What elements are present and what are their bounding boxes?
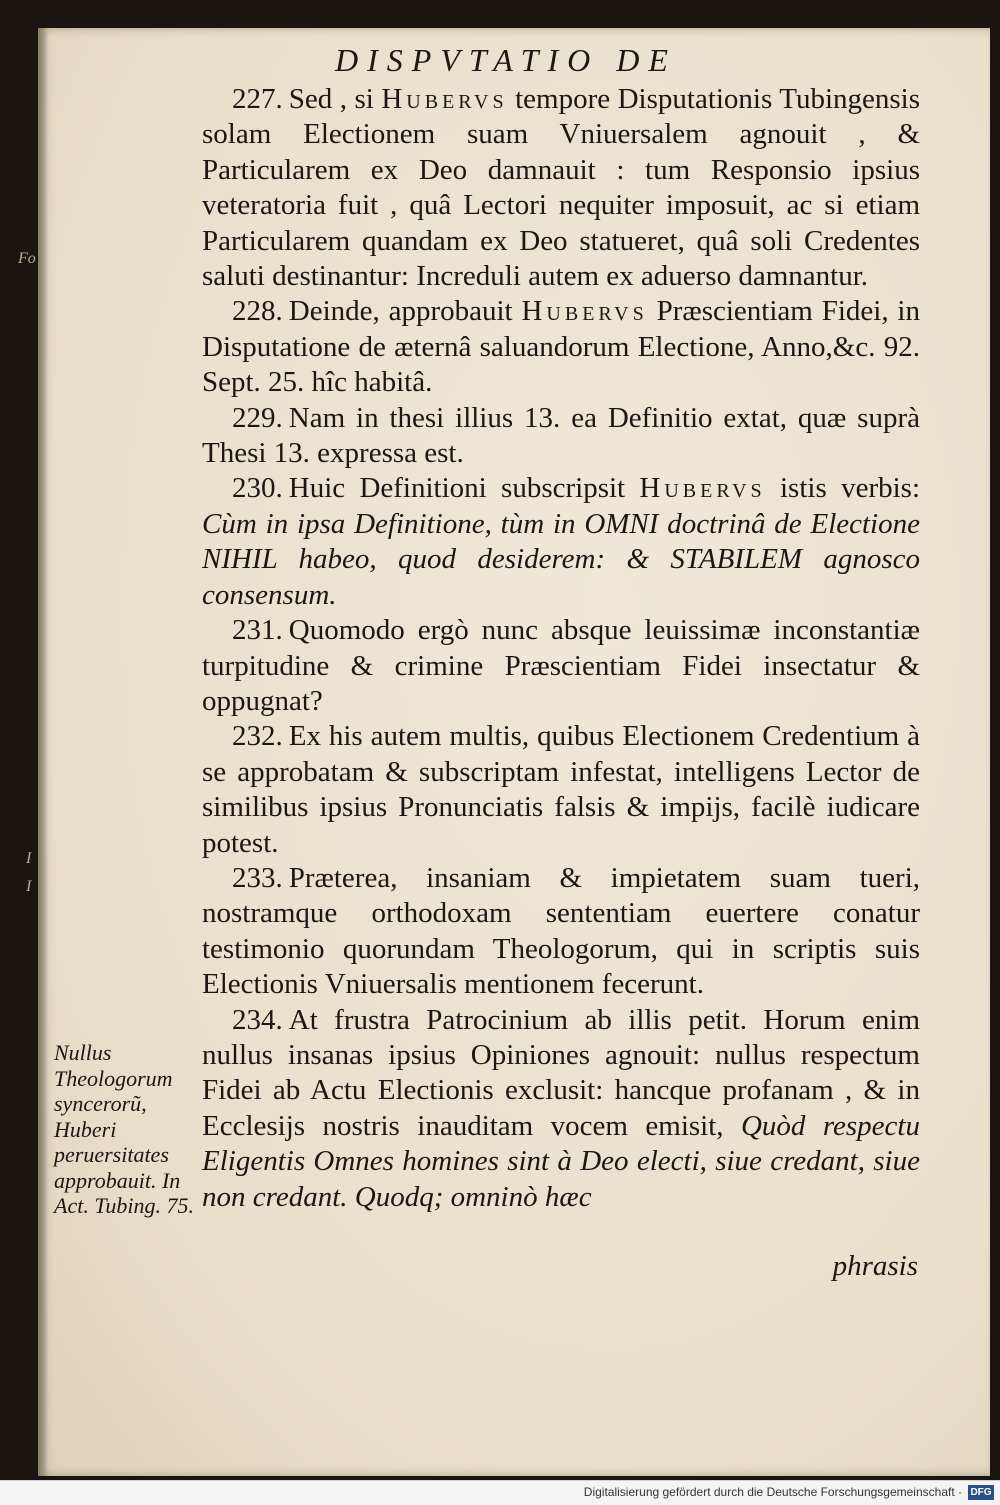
paragraph-text: tempore Disputationis Tubingensis solam Electionem suam Vniuersalem agnouit , & Particularem ex Deo damnauit : tum Responsio ipsius veteratoria fuit , quâ Lectori nequiter imposuit, ac si etiam Particularem quandam ex Deo statueret, quâ soli Credentes saluti destinantur: Increduli autem ex aduerso damnantur. [202, 83, 920, 293]
paragraph-text: Ex his autem multis, quibus Electionem Credentium à se approbatam & subscriptam infestat, intelligens Lector de similibus ipsius Pronunciatis falsis & impijs, facilè iudicare potest. [202, 720, 920, 859]
footer-bar [0, 1480, 1000, 1505]
quoted-text: Cùm in ipsa Definitione, tùm in OMNI doctrinâ de Electione NIHIL habeo, quod desiderem: & STABILEM agnosco consensum. [202, 507, 920, 611]
edge-fragment-3: I [26, 878, 32, 895]
paragraph-text: Deinde, approbauit [288, 295, 522, 328]
dfg-logo: DFG [968, 1485, 994, 1500]
main-text-block [202, 82, 920, 1215]
author-name: Hubervs [381, 83, 508, 115]
paragraph-number: 228. [232, 295, 283, 328]
edge-fragment-1: Fo [18, 250, 36, 267]
paragraph-text: Nam in thesi illius 13. ea Definitio extat, quæ suprà Thesi 13. expressa est. [202, 401, 920, 470]
paragraph-text: Quomodo ergò nunc absque leuissimæ inconstantiæ turpitudine & crimine Præscientiam Fidei insectatur & oppugnat? [202, 614, 920, 717]
quoted-text: Quòd respectu Eligentis Omnes homines sint à Deo electi, siue credant, siue non credant. Quodq; omninò hæc [202, 1109, 920, 1213]
paragraph-228 [202, 294, 920, 400]
author-name: Hubervs [521, 295, 648, 328]
paragraph-number: 227. [232, 83, 283, 115]
paragraph-232 [202, 719, 920, 861]
catchword: phrasis [832, 1250, 918, 1282]
paragraph-text: Præterea, insaniam & impietatem suam tueri, nostramque orthodoxam sententiam euertere conatur testimonio quorundam Theologorum, qui in scriptis suis Electionis Vniuersalis mentionem fecerunt. [202, 861, 920, 1001]
margin-note: Nullus Theologorum syncerorũ, Huberi peruersitates approbauit. In Act. Tubing. 75. [54, 1040, 194, 1218]
paragraph-number: 234. [232, 1003, 283, 1036]
paragraph-number: 230. [232, 472, 283, 505]
paragraph-text: Huic Definitioni subscripsit [288, 472, 640, 505]
paragraph-number: 232. [232, 720, 283, 753]
paragraph-233 [202, 861, 920, 1003]
paragraph-number: 233. [232, 861, 283, 894]
paragraph-231 [202, 613, 920, 719]
paragraph-text: Sed , si [288, 83, 382, 115]
running-head: DISPVTATIO DE [335, 42, 677, 78]
author-name: Hubervs [639, 472, 766, 505]
paragraph-text: istis verbis: [765, 472, 920, 505]
paragraph-text: Præscientiam Fidei, in Disputatione de æternâ saluandorum Electione, Anno,&c. 92. Sept. 25. hîc habitâ. [202, 295, 920, 399]
paragraph-229 [202, 401, 920, 472]
paragraph-230 [202, 471, 920, 613]
paragraph-number: 229. [232, 401, 283, 434]
paragraph-227 [202, 82, 920, 294]
paragraph-234 [202, 1003, 920, 1215]
edge-fragment-2: I [26, 850, 32, 867]
previous-page-edge [0, 230, 40, 1050]
paragraph-number: 231. [232, 614, 283, 647]
paragraph-text: At frustra Patrocinium ab illis petit. Horum enim nullus insanas ipsius Opiniones agnouit: nullus respectum Fidei ab Actu Electionis exclusit: hancque profanam , & in Ecclesijs nostris inauditam vocem emisit, [202, 1003, 920, 1142]
footer-credit: Digitalisierung gefördert durch die Deutsche Forschungsgemeinschaft · [583, 1485, 962, 1499]
